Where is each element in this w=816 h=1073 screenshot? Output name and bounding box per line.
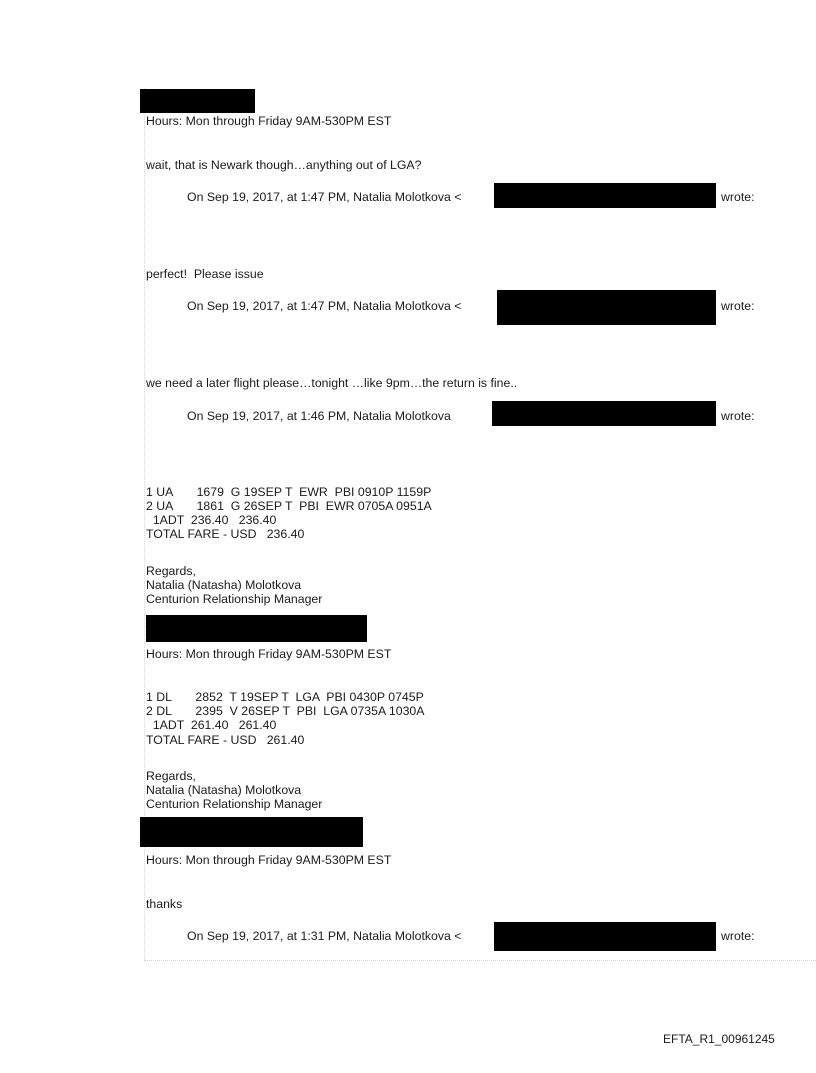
redaction-block bbox=[494, 922, 716, 951]
itinerary-line: 1 DL 2852 T 19SEP T LGA PBI 0430P 0745P bbox=[146, 690, 424, 704]
signature-line: Centurion Relationship Manager bbox=[146, 592, 323, 606]
hours-line: Hours: Mon through Friday 9AM-530PM EST bbox=[146, 114, 392, 128]
redaction-block bbox=[494, 183, 716, 208]
quote-header: On Sep 19, 2017, at 1:46 PM, Natalia Molotkova bbox=[187, 409, 451, 423]
signature-line: Centurion Relationship Manager bbox=[146, 797, 323, 811]
message-text: perfect! Please issue bbox=[146, 267, 264, 281]
hours-line: Hours: Mon through Friday 9AM-530PM EST bbox=[146, 853, 392, 867]
redaction-block bbox=[146, 615, 367, 642]
redaction-block bbox=[140, 817, 363, 847]
itinerary-line: 1 UA 1679 G 19SEP T EWR PBI 0910P 1159P bbox=[146, 485, 432, 499]
itinerary-line: 1ADT 236.40 236.40 bbox=[146, 513, 277, 527]
hours-line: Hours: Mon through Friday 9AM-530PM EST bbox=[146, 647, 392, 661]
document-id: EFTA_R1_00961245 bbox=[663, 1032, 775, 1046]
redaction-block bbox=[497, 290, 716, 325]
signature-line: Natalia (Natasha) Molotkova bbox=[146, 578, 302, 592]
quote-wrote: wrote: bbox=[721, 190, 755, 204]
quote-wrote: wrote: bbox=[721, 299, 755, 313]
total-fare: TOTAL FARE - USD 236.40 bbox=[146, 527, 305, 541]
itinerary-line: 1ADT 261.40 261.40 bbox=[146, 718, 277, 732]
quote-header: On Sep 19, 2017, at 1:47 PM, Natalia Molotkova < bbox=[187, 190, 462, 204]
signature-line: Regards, bbox=[146, 564, 196, 578]
itinerary-line: 2 UA 1861 G 26SEP T PBI EWR 0705A 0951A bbox=[146, 499, 432, 513]
quote-header: On Sep 19, 2017, at 1:31 PM, Natalia Molotkova < bbox=[187, 929, 462, 943]
quote-header: On Sep 19, 2017, at 1:47 PM, Natalia Molotkova < bbox=[187, 299, 462, 313]
signature-line: Regards, bbox=[146, 769, 196, 783]
message-text: wait, that is Newark though…anything out of LGA? bbox=[146, 158, 422, 172]
total-fare: TOTAL FARE - USD 261.40 bbox=[146, 733, 305, 747]
quote-wrote: wrote: bbox=[721, 929, 755, 943]
signature-line: Natalia (Natasha) Molotkova bbox=[146, 783, 302, 797]
quote-wrote: wrote: bbox=[721, 409, 755, 423]
message-text: thanks bbox=[146, 897, 183, 911]
message-text: we need a later flight please…tonight …like 9pm…the return is fine.. bbox=[146, 376, 518, 390]
message-frame-bottom bbox=[144, 960, 816, 961]
redaction-block bbox=[492, 401, 716, 426]
itinerary-line: 2 DL 2395 V 26SEP T PBI LGA 0735A 1030A bbox=[146, 704, 425, 718]
redaction-block bbox=[140, 89, 255, 113]
